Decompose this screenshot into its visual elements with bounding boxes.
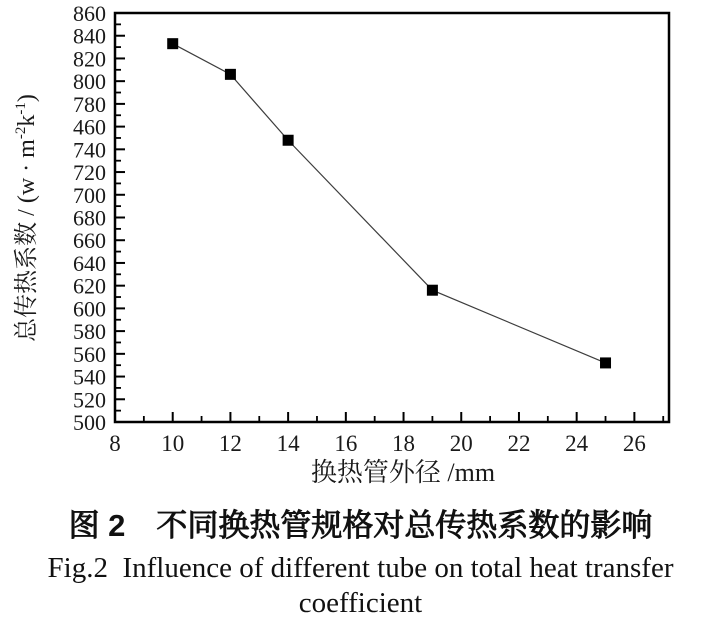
x-tick-label: 14 (276, 431, 300, 456)
plot-frame (115, 13, 669, 422)
y-tick-label: 460 (73, 114, 106, 140)
y-tick-label: 840 (73, 23, 106, 49)
y-tick-label: 860 (73, 1, 106, 26)
y-tick-label: 620 (73, 273, 106, 299)
data-line (173, 44, 606, 363)
y-tick-label: 580 (73, 319, 106, 345)
x-tick-label: 12 (218, 431, 242, 456)
y-tick-label: 540 (73, 364, 106, 390)
x-tick-label: 16 (334, 431, 358, 456)
y-tick-label: 600 (73, 296, 106, 322)
data-point-marker (283, 135, 294, 146)
y-tick-label: 820 (73, 46, 106, 72)
data-point-marker (427, 285, 438, 296)
y-tick-label: 800 (73, 69, 106, 95)
y-tick-label: 660 (73, 228, 106, 254)
data-point-marker (600, 357, 611, 368)
y-tick-label: 640 (73, 250, 106, 276)
y-tick-label: 720 (73, 160, 106, 186)
figure-caption-en-line1: Fig.2 Influence of different tube on total heat transfer (47, 552, 674, 584)
y-axis-label: 总传热系数 / $(w \cdot m^{-2}k^{-1})$ (13, 94, 40, 342)
x-tick-label: 20 (449, 431, 473, 456)
data-point-marker (225, 69, 236, 80)
x-tick-label: 22 (507, 431, 531, 456)
y-tick-label: 560 (73, 341, 106, 367)
y-tick-label: 520 (73, 387, 106, 413)
y-tick-label: 700 (73, 182, 106, 208)
y-tick-label: 500 (73, 410, 106, 435)
x-tick-label: 26 (622, 431, 646, 456)
x-tick-label: 8 (109, 431, 121, 456)
x-axis-label: 换热管外径 /mm (310, 458, 496, 487)
figure-caption-en-line2: coefficient (298, 587, 423, 619)
x-tick-label: 10 (161, 431, 185, 456)
figure-caption-cn: 图 2 不同换热管规格对总传热系数的影响 (68, 508, 653, 543)
y-tick-label: 780 (73, 91, 106, 117)
data-point-marker (167, 38, 178, 49)
y-tick-label: 680 (73, 205, 106, 231)
x-tick-label: 18 (392, 431, 416, 456)
x-tick-label: 24 (565, 431, 589, 456)
y-tick-label: 740 (73, 137, 106, 163)
